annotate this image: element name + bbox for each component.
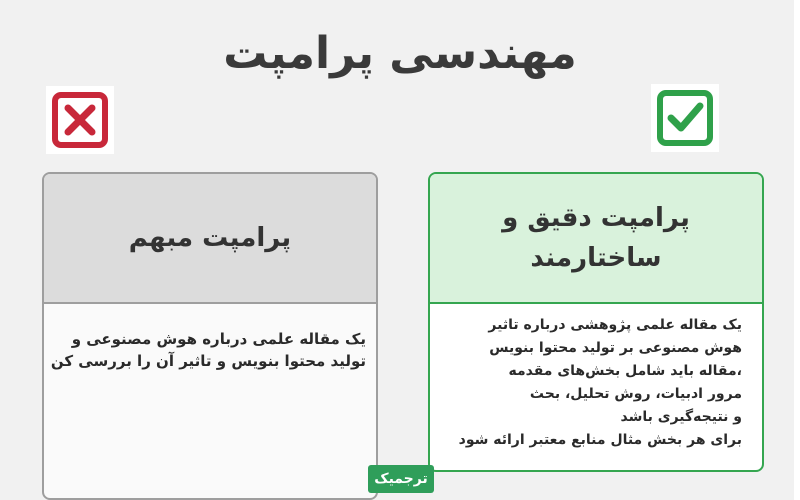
precise-line: و نتیجه‌گیری باشد <box>620 409 742 425</box>
check-box-icon <box>651 84 719 152</box>
precise-line: برای هر بخش مثال منابع معتبر ارائه شود <box>458 432 742 448</box>
precise-card-header <box>430 174 762 304</box>
precise-line: یک مقاله علمی پژوهشی درباره تاثیر <box>488 317 742 333</box>
brand-logo: ترجمیک <box>368 465 434 493</box>
vague-card-body <box>44 304 376 372</box>
vague-card-header <box>44 174 376 304</box>
precise-card-title <box>502 198 690 278</box>
precise-line: مرور ادبیات، روش تحلیل، بحث <box>529 386 742 402</box>
precise-title-line: پرامپت دقیق و <box>502 203 690 233</box>
precise-card-body <box>430 304 762 452</box>
precise-prompt-card <box>428 172 764 472</box>
precise-line: ،مقاله باید شامل بخش‌های مقدمه <box>508 363 742 379</box>
vague-prompt-card <box>42 172 378 500</box>
vague-line: تولید محتوا بنویس و تاثیر آن را بررسی کن <box>50 352 366 370</box>
vague-line: یک مقاله علمی درباره هوش مصنوعی و <box>71 330 366 348</box>
page-title: مهندسی پرامپت <box>223 28 577 79</box>
precise-line: هوش مصنوعی بر تولید محتوا بنویس <box>489 340 742 356</box>
precise-title-line: ساختارمند <box>530 243 662 273</box>
vague-card-title: پرامپت مبهم <box>128 223 292 253</box>
cross-box-icon <box>46 86 114 154</box>
